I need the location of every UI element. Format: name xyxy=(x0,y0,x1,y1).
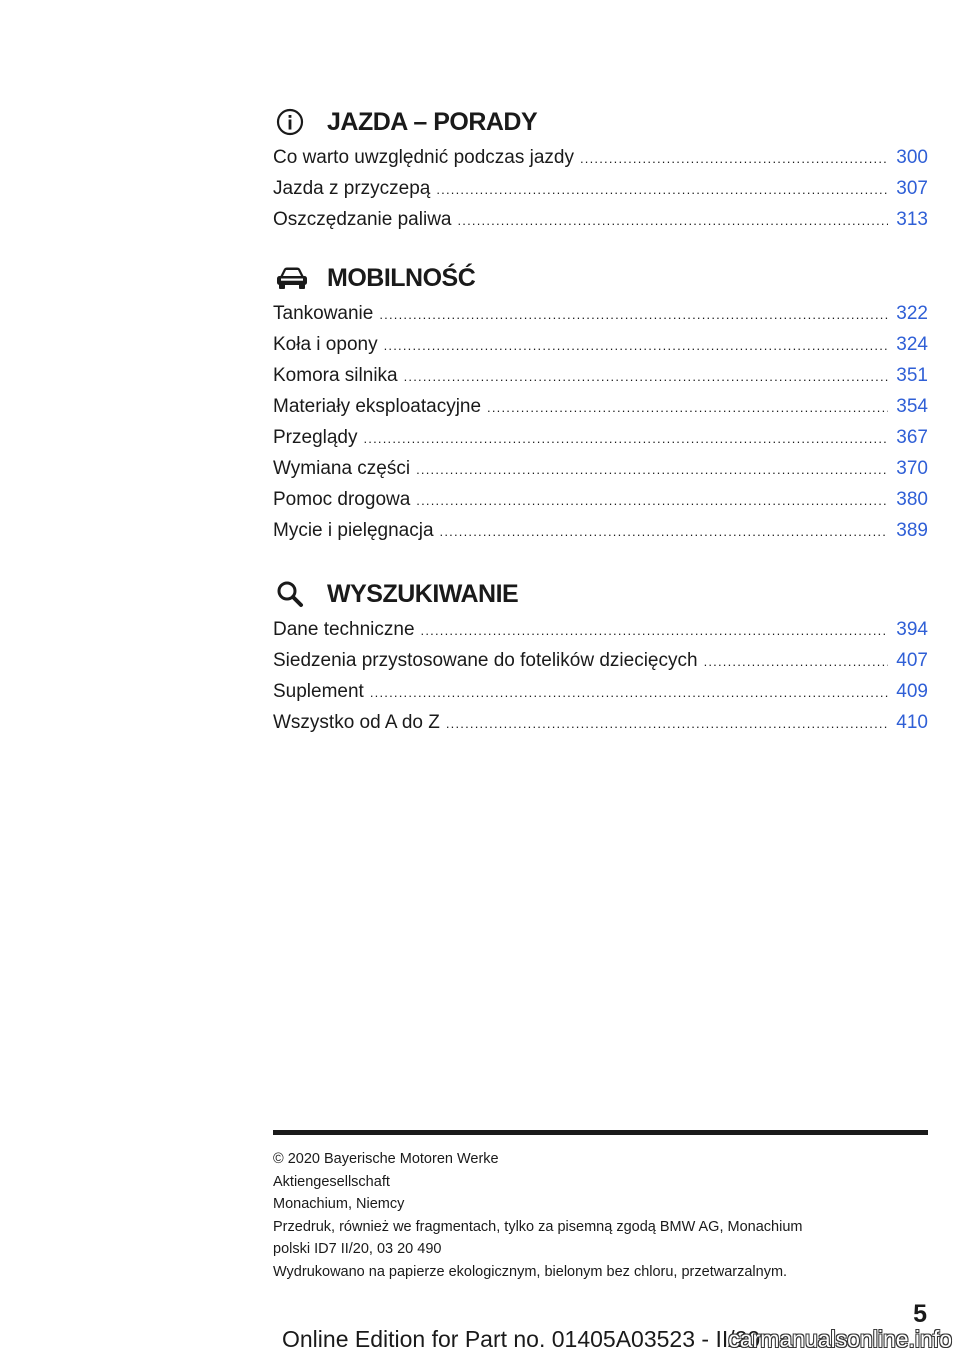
dot-leader xyxy=(457,205,888,236)
search-icon xyxy=(275,579,309,609)
toc-entry[interactable] xyxy=(273,422,928,453)
toc-page-link[interactable]: 410 xyxy=(896,712,928,733)
dot-leader xyxy=(404,361,888,392)
toc-entry[interactable] xyxy=(273,484,928,515)
toc-list xyxy=(273,142,928,235)
dot-leader xyxy=(440,516,888,547)
watermark-text: carmanualsonline.info xyxy=(728,1326,952,1352)
toc-entry[interactable] xyxy=(273,173,928,204)
toc-entry-label: Jazda z przyczepą xyxy=(273,178,431,199)
toc-list xyxy=(273,298,928,546)
toc-page-link[interactable]: 300 xyxy=(896,147,928,168)
dot-leader xyxy=(446,708,888,739)
info-icon xyxy=(275,107,309,137)
toc-entry-label: Wymiana części xyxy=(273,458,411,479)
section-title: MOBILNOŚĆ xyxy=(327,263,476,292)
divider-rule xyxy=(273,1130,928,1135)
imprint-line: Monachium, Niemcy xyxy=(273,1196,405,1212)
section-title: JAZDA – PORADY xyxy=(327,107,538,136)
toc-page-link[interactable]: 324 xyxy=(896,334,928,355)
toc-page-link[interactable]: 389 xyxy=(896,520,928,541)
toc-entry[interactable] xyxy=(273,676,928,707)
imprint-line: Wydrukowano na papierze ekologicznym, bielonym bez chloru, przetwarzalnym. xyxy=(273,1263,788,1280)
toc-entry-label: Co warto uwzględnić podczas jazdy xyxy=(273,147,574,168)
section-header xyxy=(273,102,928,142)
toc-entry[interactable] xyxy=(273,329,928,360)
toc-page-link[interactable]: 354 xyxy=(896,396,928,417)
toc-list xyxy=(273,614,928,738)
toc-entry[interactable] xyxy=(273,391,928,422)
dot-leader xyxy=(416,454,888,485)
dot-leader xyxy=(704,646,888,677)
toc-entry[interactable] xyxy=(273,515,928,546)
toc-entry[interactable] xyxy=(273,645,928,676)
toc-entry-label: Materiały eksploatacyjne xyxy=(273,396,482,417)
imprint-block xyxy=(273,1148,928,1283)
toc-page-link[interactable]: 367 xyxy=(896,427,928,448)
dot-leader xyxy=(487,392,888,423)
dot-leader xyxy=(364,423,889,454)
toc-page-link[interactable]: 307 xyxy=(896,178,928,199)
toc-entry[interactable] xyxy=(273,453,928,484)
edition-footer: Online Edition for Part no. 01405A03523 - II/20 xyxy=(282,1326,761,1352)
section-search xyxy=(273,574,928,738)
toc-entry[interactable] xyxy=(273,707,928,738)
toc-page-link[interactable]: 380 xyxy=(896,489,928,510)
imprint-line: © 2020 Bayerische Motoren Werke xyxy=(273,1151,499,1167)
section-driving-tips xyxy=(273,102,928,235)
imprint-line: polski ID7 II/20, 03 20 490 xyxy=(273,1241,442,1257)
toc-page-link[interactable]: 407 xyxy=(896,650,928,671)
imprint-line: Aktiengesellschaft xyxy=(273,1173,390,1190)
imprint-line: Przedruk, również we fragmentach, tylko za pisemną zgodą BMW AG, Monachium xyxy=(273,1218,803,1235)
toc-page-link[interactable]: 409 xyxy=(896,681,928,702)
section-mobility xyxy=(273,258,928,546)
dot-leader xyxy=(421,615,888,646)
dot-leader xyxy=(580,143,888,174)
toc-entry-label: Mycie i pielęgnacja xyxy=(273,520,434,541)
dot-leader xyxy=(379,299,888,330)
toc-entry-label: Wszystko od A do Z xyxy=(273,712,440,733)
toc-entry-label: Przeglądy xyxy=(273,427,358,448)
toc-entry-label: Siedzenia przystosowane do fotelików dziecięcych xyxy=(273,650,698,671)
toc-page-link[interactable]: 394 xyxy=(896,619,928,640)
toc-entry-label: Tankowanie xyxy=(273,303,374,324)
section-header xyxy=(273,258,928,298)
car-icon xyxy=(275,263,309,293)
dot-leader xyxy=(416,485,888,516)
toc-entry-label: Komora silnika xyxy=(273,365,398,386)
toc-entry-label: Koła i opony xyxy=(273,334,378,355)
toc-page-link[interactable]: 351 xyxy=(896,365,928,386)
toc-entry[interactable] xyxy=(273,360,928,391)
section-header xyxy=(273,574,928,614)
toc-entry-label: Dane techniczne xyxy=(273,619,415,640)
toc-page-link[interactable]: 370 xyxy=(896,458,928,479)
page-number: 5 xyxy=(913,1300,927,1328)
toc-entry[interactable] xyxy=(273,204,928,235)
toc-entry-label: Pomoc drogowa xyxy=(273,489,411,510)
toc-entry[interactable] xyxy=(273,614,928,645)
toc-page-link[interactable]: 322 xyxy=(896,303,928,324)
toc-page-link[interactable]: 313 xyxy=(896,209,928,230)
toc-entry-label: Oszczędzanie paliwa xyxy=(273,209,452,230)
dot-leader xyxy=(436,174,888,205)
dot-leader xyxy=(370,677,888,708)
toc-entry-label: Suplement xyxy=(273,681,364,702)
toc-entry[interactable] xyxy=(273,142,928,173)
section-title: WYSZUKIWANIE xyxy=(327,579,519,608)
toc-entry[interactable] xyxy=(273,298,928,329)
dot-leader xyxy=(384,330,888,361)
